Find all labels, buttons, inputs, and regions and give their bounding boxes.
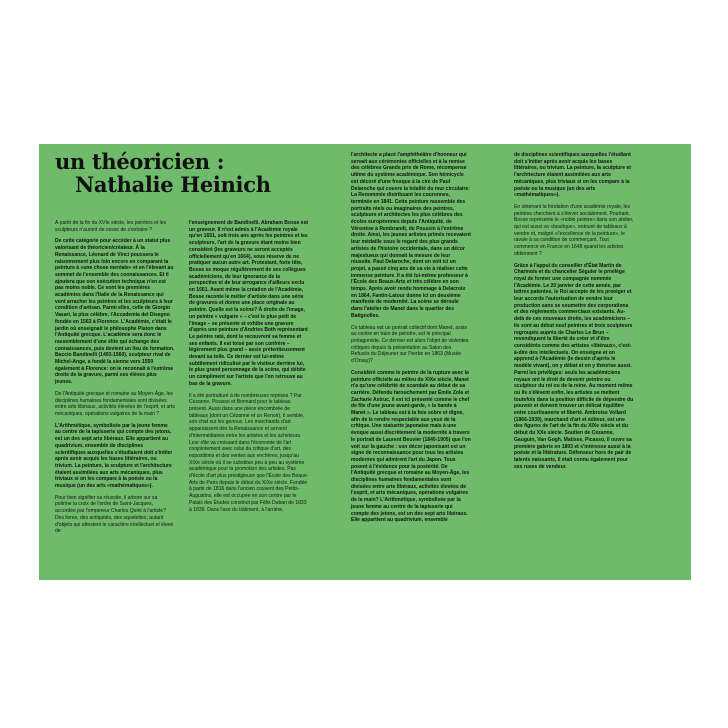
paragraph: Pour bien signifier sa réussite, il arbore sur sa poitrine la croix de l'ordre de Saint-Jacques, accordée par l'empereur Charles Quint à l'artiste? Des livres, des antiquités, des squelettes, autant d'objets qui attestent le caractère intellectuel et élevé de	[55, 494, 174, 535]
paragraph: Grâce à l'appui du conseiller d'État Martin de Charmois et du chancelier Séguier le privilège royal de former une compagnie nommée l'Académie. Le 20 janvier de cette année, par lettres patentes, le Roi accepte de les protéger et leur accorde l'autorisation de vendre leur production sans se soumettre des corporations et des règlements commerciaux existants. Au-delà de ces nouveaux droits, les académiciens – ils sont au début neuf peintres et trois sculpteurs regroupés auprès de Charles Le Brun – revendiquent la liberté de créer et d'être considérés comme des artistes «libéraux», c'est-à-dire des intellectuels. On enseigne et on apprend à l'Académie (le dessin d'après le modèle vivant), on y débat et on y théorise aussi. Parmi les privilèges: seuls les académiciens royaux ont le droit de devenir peintre ou sculpteur du roi ou de la reine. Au moment même où ils s'élèvent enfin, les artistes se mettent toutefois dans la position difficile de dépendre du pouvoir et doivent trouver un délicat équilibre entre courtisanerie et liberté. Ambroise Vollard (1866-1939), marchand d'art et éditeur, est une des figures de l'art de la fin du XIXe siècle et du début du XXe siècle. Soutien de Cézanne, Gauguin, Van Gogh, Matisse, Picasso, il ouvre sa première galerie en 1893 et s'intéresse aussi à la poésie et la littérature. Défenseur hors de pair de talents naissants, il était connu également pour ses ruses de vendeur.	[514, 262, 634, 470]
paragraph: l'enseignement de Bandinelli. Abraham Bosse est un graveur. Il n'est admis à l'Académie royale qu'en 1651, soit trois ans après les peintres et les sculpteurs, l'art de la gravure étant moins bien considéré (les graveurs ne seront acceptés officiellement qu'en 1664), sous réserve de ne pratiquer aucun autre art. Protestant, forte tête, Bosse se moque régulièrement de ses collègues académiciens, de leur ignorance de la perspective et de leur arrogance d'ailleurs exclu en 1661. Avant même la création de l'Académie, Bosse raconte le métier d'artiste dans une série de gravures et donne une place originale au peintre. Quelle est la scène? À droite de l'image, un peintre « vulgaire » – c'est le plus petit de l'image – se présente et exhibe une gravure d'après une peinture d'Andries Both représentant Le peintre raté, dont le recouvrent sa femme et ses enfants. Il est toisé par son confrère – légèrement plus grand – assis prétentieusement devant sa toile. Ce dernier est lui-même subtilement ridiculisé par le visiteur derrière lui, le plus grand personnage de la scène, qui débite un compliment sur l'artiste que l'on retrouve au bas de la gravure.	[189, 220, 309, 387]
text-column-2	[189, 220, 309, 576]
paragraph: Ce tableau est un portrait collectif dont Manet, assis au centre en train de peindre, est le principal protagoniste. Ce dernier est alors l'objet de violentes critiques depuis la présentation au Salon des Refusés du Déjeuner sur l'herbe en 1863 (Musée d'Orsay)?	[351, 324, 469, 365]
title-line-1: un théoricien :	[55, 149, 225, 174]
paragraph: De cette catégorie pour accéder à un statut plus valorisant de théoricien/créateur. À la Renaissance, Léonard de Vinci poussera le raisonnement plus loin encore en comparant la peinture à «une chose mentale» et en l'élevant au sommet de l'ensemble des connaissances. Et il ajoutera que son exécution technique n'en est pas moins noble. Ce sont les premières académies dans l'Italie de la Renaissance qui vont arracher les peintres et les sculpteurs à leur condition d'artisan. Parmi elles, celle de Giorgio Vasari, la plus célèbre, l'Accademia del Disegno fondée en 1563 à Florence. L'Académie, c'était le jardin où enseignait le philosophe Platon dans l'Antiquité grecque. L'académie sera donc le rassemblement d'une élite qui échange des connaissances, puis devient un lieu de formation. Baccio Bandinelli (1493-1560), sculpteur rival de Michel-Ange, a fondé la sienne vers 1550 également à Florence: on le reconnaît à l'extrême droite de la gravure, parmi ses élèves plus jeunes.	[55, 238, 175, 386]
title-line-2: Nathalie Heinich	[75, 172, 271, 197]
paragraph: De l'Antiquité grecque et romaine au Moyen-Âge, les disciplines humaines fondamentales sont divisées entre arts libéraux, activités élevées de l'esprit, et arts mécaniques, opérations vulgaires de la main ?	[55, 390, 175, 417]
paragraph: Il a été portraituré à de nombreuses reprises ? Par Cézanne, Picasso et Bonnard pour le tableau présent. Aussi dans une pièce encombrée de tableaux (dont un Cézanne et un Renoir), il semble, son chat sur les genoux. Les marchands d'art apparaissent dès la Renaissance et servent d'intermédiaires entre les artistes et les acheteurs. Leur rôle va croissant dans l'économie de l'art conjointement avec celui du critique d'art, des expositions et des ventes aux enchères, jusqu'au XIXe siècle où il se substitue peu à peu au système académique pour la promotion des artistes. Pas d'école d'art plus prestigieuse que l'École des Beaux-Arts de Paris depuis le début du XIXe siècle. Fondée à partir de 1816 dans l'ancien couvent des Petits-Augustins, elle est occupée en son centre par le Palais des Études construit par Félix Duban de 1833 à 1839. Dans l'axe du bâtiment, à l'arrière,	[189, 392, 309, 513]
page-title	[55, 150, 271, 196]
paragraph: À partir de la fin du XVIe siècle, les peintres et les sculpteurs n'auront de cesse de s'extraire ?	[55, 220, 167, 233]
text-column-1	[55, 220, 175, 576]
text-column-4	[514, 152, 634, 576]
paragraph: de disciplines scientifiques auxquelles l'étudiant doit s'initier après avoir acquis les bases littéraires, ou trivium. La peinture, la sculpture et l'architecture étaient assimilées aux arts mécaniques, plus triviaux si on les compare à la poésie ou la musique (un des arts «mathématiques»).	[514, 152, 631, 199]
green-panel	[39, 144, 691, 580]
paragraph: L'Arithmétique, symbolisée par la jeune femme au centre de la tapisserie qui compte des jetons, est un des sept arts libéraux. Elle appartient au quadrivium, ensemble de disciplines scientifiques auxquelles s'étudiaient doit s'initier après avoir acquis les bases littéraires, ou trivium. La peinture, la sculpture et l'architecture étaient assimilées aux arts mécaniques, plus triviaux si on les compare à la poésie ou la musique (un des arts «mathématiques»).	[55, 422, 173, 490]
paragraph: En obtenant la fondation d'une académie royale, les peintres cherchent à s'élever socialement. Pourtant, Bosse représente le «noble peintre» dans son atelier, qui est aussi sa «boutique», entouré de tableaux à vendre et, malgré «l'excellence de la peinture», le ravale à sa condition de commerçant. Tout commence en France en 1648 quand les artistes obtiennent ?	[514, 203, 634, 257]
paragraph: l'architecte a placé l'amphithéâtre d'honneur qui servait aux cérémonies officielles et à la remise des célèbres Grands prix de Rome, récompense ultime du système académique. Son hémicycle est décoré d'une fresque à la cire de Paul Delaroche qui couvre la totalité du mur circulaire: La Renommée distribuant les couronnes, terminée en 1841. Cette peinture rassemble des portraits réels ou imaginaires des peintres, sculpteurs et architectes les plus célèbres des écoles européennes depuis l'Antiquité, de Véronèse à Rembrandt, de Poussin à l'extrême droite. Ainsi, les jeunes artistes primés recevaient leur médaille sous le regard des plus grands artistes de l'histoire occidentale, dans un décor majestueux qui donnait la mesure de leur réussite. Paul Delaroche, dont on voit ici un projet, a passé cinq ans de sa vie à réaliser cette immense peinture. Il a été lui-même professeur à l'École des Beaux-Arts et très célèbre en son temps. Après avoir rendu hommage à Delacroix en 1864, Fantin-Latour donne ici un deuxième manifeste de modernité. La scène se déroule dans l'atelier de Manet dans le quartier des Batignolles.	[351, 152, 471, 319]
text-column-3	[351, 152, 471, 576]
paragraph: Considéré comme le peintre de la rupture avec la peinture officielle au milieu du XIXe siècle, Manet n'a qu'une célébrité de scandale au début de sa carrière. Défendu farouchement par Émile Zola et Zacharie Astruc, il est ici présenté comme le chef de file d'une jeune avant-garde, « la bande à Manet ». Le tableau est à la fois sobre et digne, afin de le rendre respectable aux yeux de la critique. Une statuette japonaise mais à une évoque aussi discrètement la modernité à travers le portrait de Laurent Beuvier (1840-1905) que l'on voit sur la gauche : son décor japonisant est un signe de reconnaissance pour tous les artistes modernes qui admirent l'art du Japon. Tous posent à l'évidence pour la postérité. De l'Antiquité grecque et romaine au Moyen-Âge, les disciplines humaines fondamentales sont divisées entre arts libéraux, activités élevées de l'esprit, et arts mécaniques, opérations vulgaires de la main? L'Arithmétique, symbolisée par la jeune femme au centre de la tapisserie qui compte des jetons, est un des sept arts libéraux. Elle appartient au quadrivium, ensemble	[351, 369, 471, 524]
